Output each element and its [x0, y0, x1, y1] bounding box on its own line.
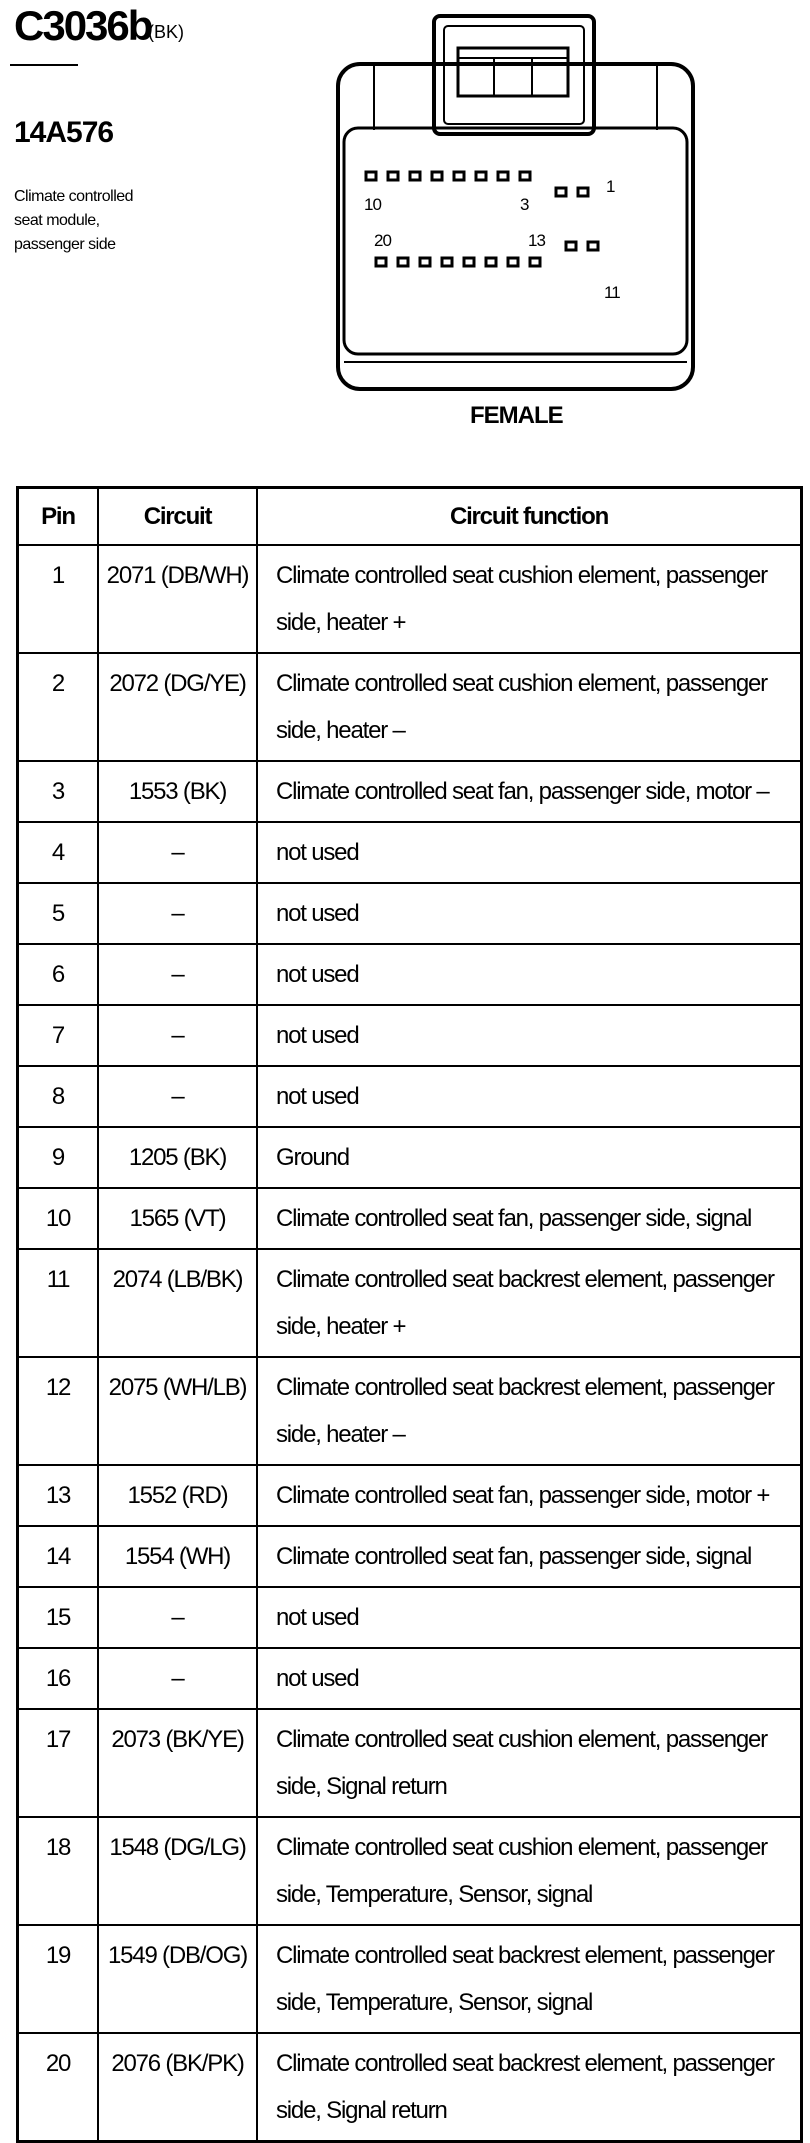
title-underline: [10, 64, 78, 66]
table-row: [18, 761, 802, 822]
table-row: [18, 883, 802, 944]
circuit-cell: –: [98, 1648, 257, 1709]
pin-row-upper: [366, 172, 588, 196]
circuit-cell: 1205 (BK): [98, 1127, 257, 1188]
pin-cell: 4: [18, 822, 99, 883]
circuit-function-cell: Climate controlled seat cushion element, passenger side, Signal return: [257, 1709, 802, 1817]
pin-cell: 15: [18, 1587, 99, 1648]
pin-label-1: 1: [606, 177, 615, 196]
pin-cell: 20: [18, 2033, 99, 2142]
pin-cell: 11: [18, 1249, 99, 1357]
circuit-function-cell: Climate controlled seat fan, passenger side, signal: [257, 1526, 802, 1587]
pin-cell: 13: [18, 1465, 99, 1526]
table-row: [18, 545, 802, 653]
circuit-cell: 1549 (DB/OG): [98, 1925, 257, 2033]
circuit-function-cell: Climate controlled seat backrest element, passenger side, Temperature, Sensor, signal: [257, 1925, 802, 2033]
circuit-function-cell: Climate controlled seat backrest element, passenger side, Signal return: [257, 2033, 802, 2142]
pinout-table-body: [18, 545, 802, 2142]
pin-cell: 8: [18, 1066, 99, 1127]
table-row: [18, 1709, 802, 1817]
table-row: [18, 1526, 802, 1587]
pin-label-3: 3: [520, 195, 529, 214]
circuit-cell: 2075 (WH/LB): [98, 1357, 257, 1465]
circuit-function-cell: Climate controlled seat cushion element, passenger side, Temperature, Sensor, signal: [257, 1817, 802, 1925]
circuit-cell: 2072 (DG/YE): [98, 653, 257, 761]
circuit-cell: –: [98, 883, 257, 944]
circuit-cell: 1554 (WH): [98, 1526, 257, 1587]
latch-inner: [444, 26, 584, 124]
circuit-function-cell: not used: [257, 1005, 802, 1066]
pin-cell: 10: [18, 1188, 99, 1249]
pin-cell: 5: [18, 883, 99, 944]
circuit-cell: 1548 (DG/LG): [98, 1817, 257, 1925]
pin-cell: 6: [18, 944, 99, 1005]
circuit-function-cell: not used: [257, 1066, 802, 1127]
latch-tab: [458, 48, 568, 96]
pin-label-10: 10: [364, 195, 381, 214]
pin-cell: 9: [18, 1127, 99, 1188]
circuit-function-cell: Climate controlled seat cushion element, passenger side, heater –: [257, 653, 802, 761]
circuit-function-cell: Ground: [257, 1127, 802, 1188]
table-row: [18, 1817, 802, 1925]
pin-cell: 7: [18, 1005, 99, 1066]
header-circuit: Circuit: [98, 488, 257, 546]
table-row: [18, 1066, 802, 1127]
pin-label-11: 11: [604, 283, 620, 302]
pin-label-13: 13: [528, 231, 545, 250]
table-row: [18, 1357, 802, 1465]
table-row: [18, 1925, 802, 2033]
table-row: [18, 1249, 802, 1357]
connector-description: Climate controlled seat module, passenger side: [14, 188, 134, 253]
pin-cell: 1: [18, 545, 99, 653]
view-label: FEMALE: [470, 402, 563, 429]
pin-label-20: 20: [374, 231, 391, 250]
circuit-cell: 2076 (BK/PK): [98, 2033, 257, 2142]
table-header-row: [18, 488, 802, 546]
circuit-function-cell: not used: [257, 883, 802, 944]
circuit-function-cell: Climate controlled seat fan, passenger side, signal: [257, 1188, 802, 1249]
pin-row-lower: [376, 242, 598, 266]
circuit-cell: –: [98, 1066, 257, 1127]
circuit-function-cell: Climate controlled seat fan, passenger side, motor +: [257, 1465, 802, 1526]
pin-cell: 3: [18, 761, 99, 822]
circuit-cell: 2074 (LB/BK): [98, 1249, 257, 1357]
pin-cell: 16: [18, 1648, 99, 1709]
table-row: [18, 1648, 802, 1709]
pin-face: [344, 128, 687, 354]
table-row: [18, 1188, 802, 1249]
part-number: 14A576: [14, 116, 114, 149]
connector-body: [338, 64, 693, 389]
circuit-cell: –: [98, 944, 257, 1005]
pin-cell: 2: [18, 653, 99, 761]
circuit-cell: 2073 (BK/YE): [98, 1709, 257, 1817]
circuit-function-cell: Climate controlled seat fan, passenger side, motor –: [257, 761, 802, 822]
pin-cell: 12: [18, 1357, 99, 1465]
connector-face-diagram: [330, 10, 730, 410]
table-row: [18, 2033, 802, 2142]
circuit-cell: 1552 (RD): [98, 1465, 257, 1526]
circuit-function-cell: not used: [257, 1648, 802, 1709]
circuit-function-cell: not used: [257, 1587, 802, 1648]
circuit-function-cell: not used: [257, 822, 802, 883]
circuit-cell: –: [98, 1587, 257, 1648]
circuit-cell: –: [98, 1005, 257, 1066]
connector-color: (BK): [148, 22, 184, 42]
table-row: [18, 1587, 802, 1648]
pin-cell: 14: [18, 1526, 99, 1587]
connector-id: C3036b: [14, 2, 152, 49]
pinout-table: [16, 486, 803, 2143]
circuit-cell: 1553 (BK): [98, 761, 257, 822]
table-row: [18, 1127, 802, 1188]
header-circuit-function: Circuit function: [257, 488, 802, 546]
pin-cell: 17: [18, 1709, 99, 1817]
circuit-cell: –: [98, 822, 257, 883]
table-row: [18, 1465, 802, 1526]
table-row: [18, 653, 802, 761]
circuit-cell: 2071 (DB/WH): [98, 545, 257, 653]
circuit-function-cell: not used: [257, 944, 802, 1005]
circuit-cell: 1565 (VT): [98, 1188, 257, 1249]
pin-cell: 19: [18, 1925, 99, 2033]
circuit-function-cell: Climate controlled seat cushion element, passenger side, heater +: [257, 545, 802, 653]
table-row: [18, 822, 802, 883]
circuit-function-cell: Climate controlled seat backrest element, passenger side, heater –: [257, 1357, 802, 1465]
table-row: [18, 944, 802, 1005]
table-row: [18, 1005, 802, 1066]
circuit-function-cell: Climate controlled seat backrest element, passenger side, heater +: [257, 1249, 802, 1357]
pin-cell: 18: [18, 1817, 99, 1925]
header-pin: Pin: [18, 488, 99, 546]
